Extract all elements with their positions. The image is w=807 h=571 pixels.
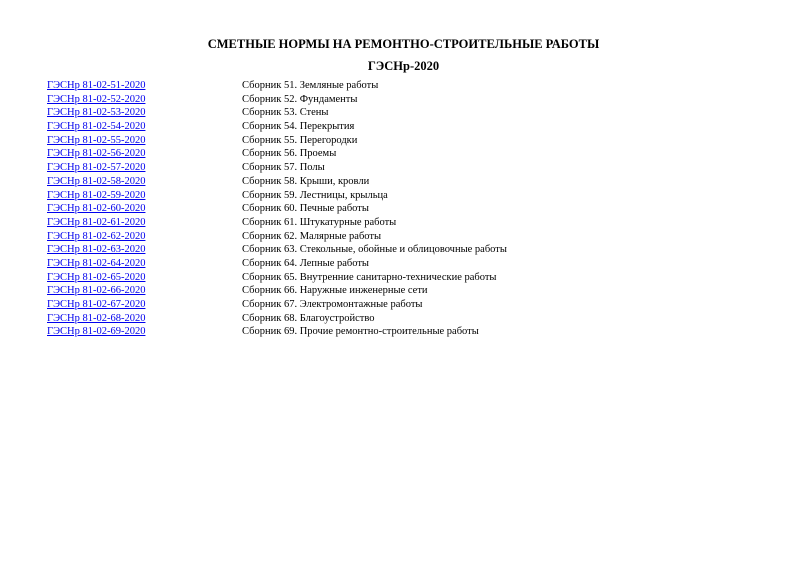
list-item <box>0 175 807 189</box>
document-code-link[interactable]: ГЭСНр 81-02-60-2020 <box>47 203 146 215</box>
collection-name: Сборник 69. Прочие ремонтно-строительные работы <box>242 326 479 338</box>
list-item <box>0 271 807 285</box>
document-code-link[interactable]: ГЭСНр 81-02-54-2020 <box>47 121 146 133</box>
document-code-link[interactable]: ГЭСНр 81-02-55-2020 <box>47 134 146 146</box>
collection-name: Сборник 62. Малярные работы <box>242 230 382 242</box>
list-item <box>0 230 807 244</box>
document-code-link[interactable]: ГЭСНр 81-02-69-2020 <box>47 326 146 338</box>
list-item <box>0 312 807 326</box>
collection-name: Сборник 53. Стены <box>242 107 329 119</box>
document-code-link[interactable]: ГЭСНр 81-02-59-2020 <box>47 189 146 201</box>
collection-name: Сборник 61. Штукатурные работы <box>242 216 397 228</box>
document-list <box>0 79 807 339</box>
document-code-link[interactable]: ГЭСНр 81-02-62-2020 <box>47 230 146 242</box>
list-item <box>0 134 807 148</box>
collection-name: Сборник 67. Электромонтажные работы <box>242 299 423 310</box>
collection-name: Сборник 65. Внутренние санитарно-технические работы <box>242 271 497 283</box>
collection-name: Сборник 56. Проемы <box>242 148 337 160</box>
list-item <box>0 243 807 257</box>
document-code-link[interactable]: ГЭСНр 81-02-66-2020 <box>47 285 146 297</box>
collection-name: Сборник 64. Лепные работы <box>242 257 369 269</box>
document-code-link[interactable]: ГЭСНр 81-02-63-2020 <box>47 244 146 256</box>
collection-name: Сборник 63. Стекольные, обойные и облицовочные работы <box>242 244 507 256</box>
collection-name: Сборник 60. Печные работы <box>242 203 369 215</box>
list-item <box>0 79 807 93</box>
document-code-link[interactable]: ГЭСНр 81-02-58-2020 <box>47 175 146 187</box>
document-code-link[interactable]: ГЭСНр 81-02-61-2020 <box>47 216 146 228</box>
document-code-link[interactable]: ГЭСНр 81-02-64-2020 <box>47 257 146 269</box>
list-item <box>0 216 807 230</box>
document-code-link[interactable]: ГЭСНр 81-02-52-2020 <box>47 93 146 105</box>
collection-name: Сборник 52. Фундаменты <box>242 93 358 105</box>
collection-name: Сборник 58. Крыши, кровли <box>242 175 370 187</box>
list-item <box>0 325 807 339</box>
document-code-link[interactable]: ГЭСНр 81-02-57-2020 <box>47 162 146 174</box>
page-subtitle: ГЭСНр-2020 <box>367 59 440 73</box>
collection-name: Сборник 59. Лестницы, крыльца <box>242 189 388 201</box>
list-item <box>0 106 807 120</box>
document-code-link[interactable]: ГЭСНр 81-02-68-2020 <box>47 312 146 324</box>
collection-name: Сборник 54. Перекрытия <box>242 121 355 133</box>
list-item <box>0 298 807 312</box>
document-code-link[interactable]: ГЭСНр 81-02-51-2020 <box>47 80 146 91</box>
collection-name: Сборник 57. Полы <box>242 162 325 174</box>
list-item <box>0 93 807 107</box>
collection-name: Сборник 66. Наружные инженерные сети <box>242 285 428 297</box>
list-item <box>0 147 807 161</box>
list-item <box>0 161 807 175</box>
document-code-link[interactable]: ГЭСНр 81-02-53-2020 <box>47 107 146 119</box>
list-item <box>0 202 807 216</box>
list-item <box>0 284 807 298</box>
document-code-link[interactable]: ГЭСНр 81-02-56-2020 <box>47 148 146 160</box>
collection-name: Сборник 55. Перегородки <box>242 134 358 146</box>
collection-name: Сборник 68. Благоустройство <box>242 312 375 324</box>
page-title: СМЕТНЫЕ НОРМЫ НА РЕМОНТНО-СТРОИТЕЛЬНЫЕ РАБОТЫ <box>207 37 600 51</box>
document-code-link[interactable]: ГЭСНр 81-02-67-2020 <box>47 299 146 310</box>
list-item <box>0 257 807 271</box>
list-item <box>0 189 807 203</box>
collection-name: Сборник 51. Земляные работы <box>242 80 379 91</box>
document-code-link[interactable]: ГЭСНр 81-02-65-2020 <box>47 271 146 283</box>
list-item <box>0 120 807 134</box>
